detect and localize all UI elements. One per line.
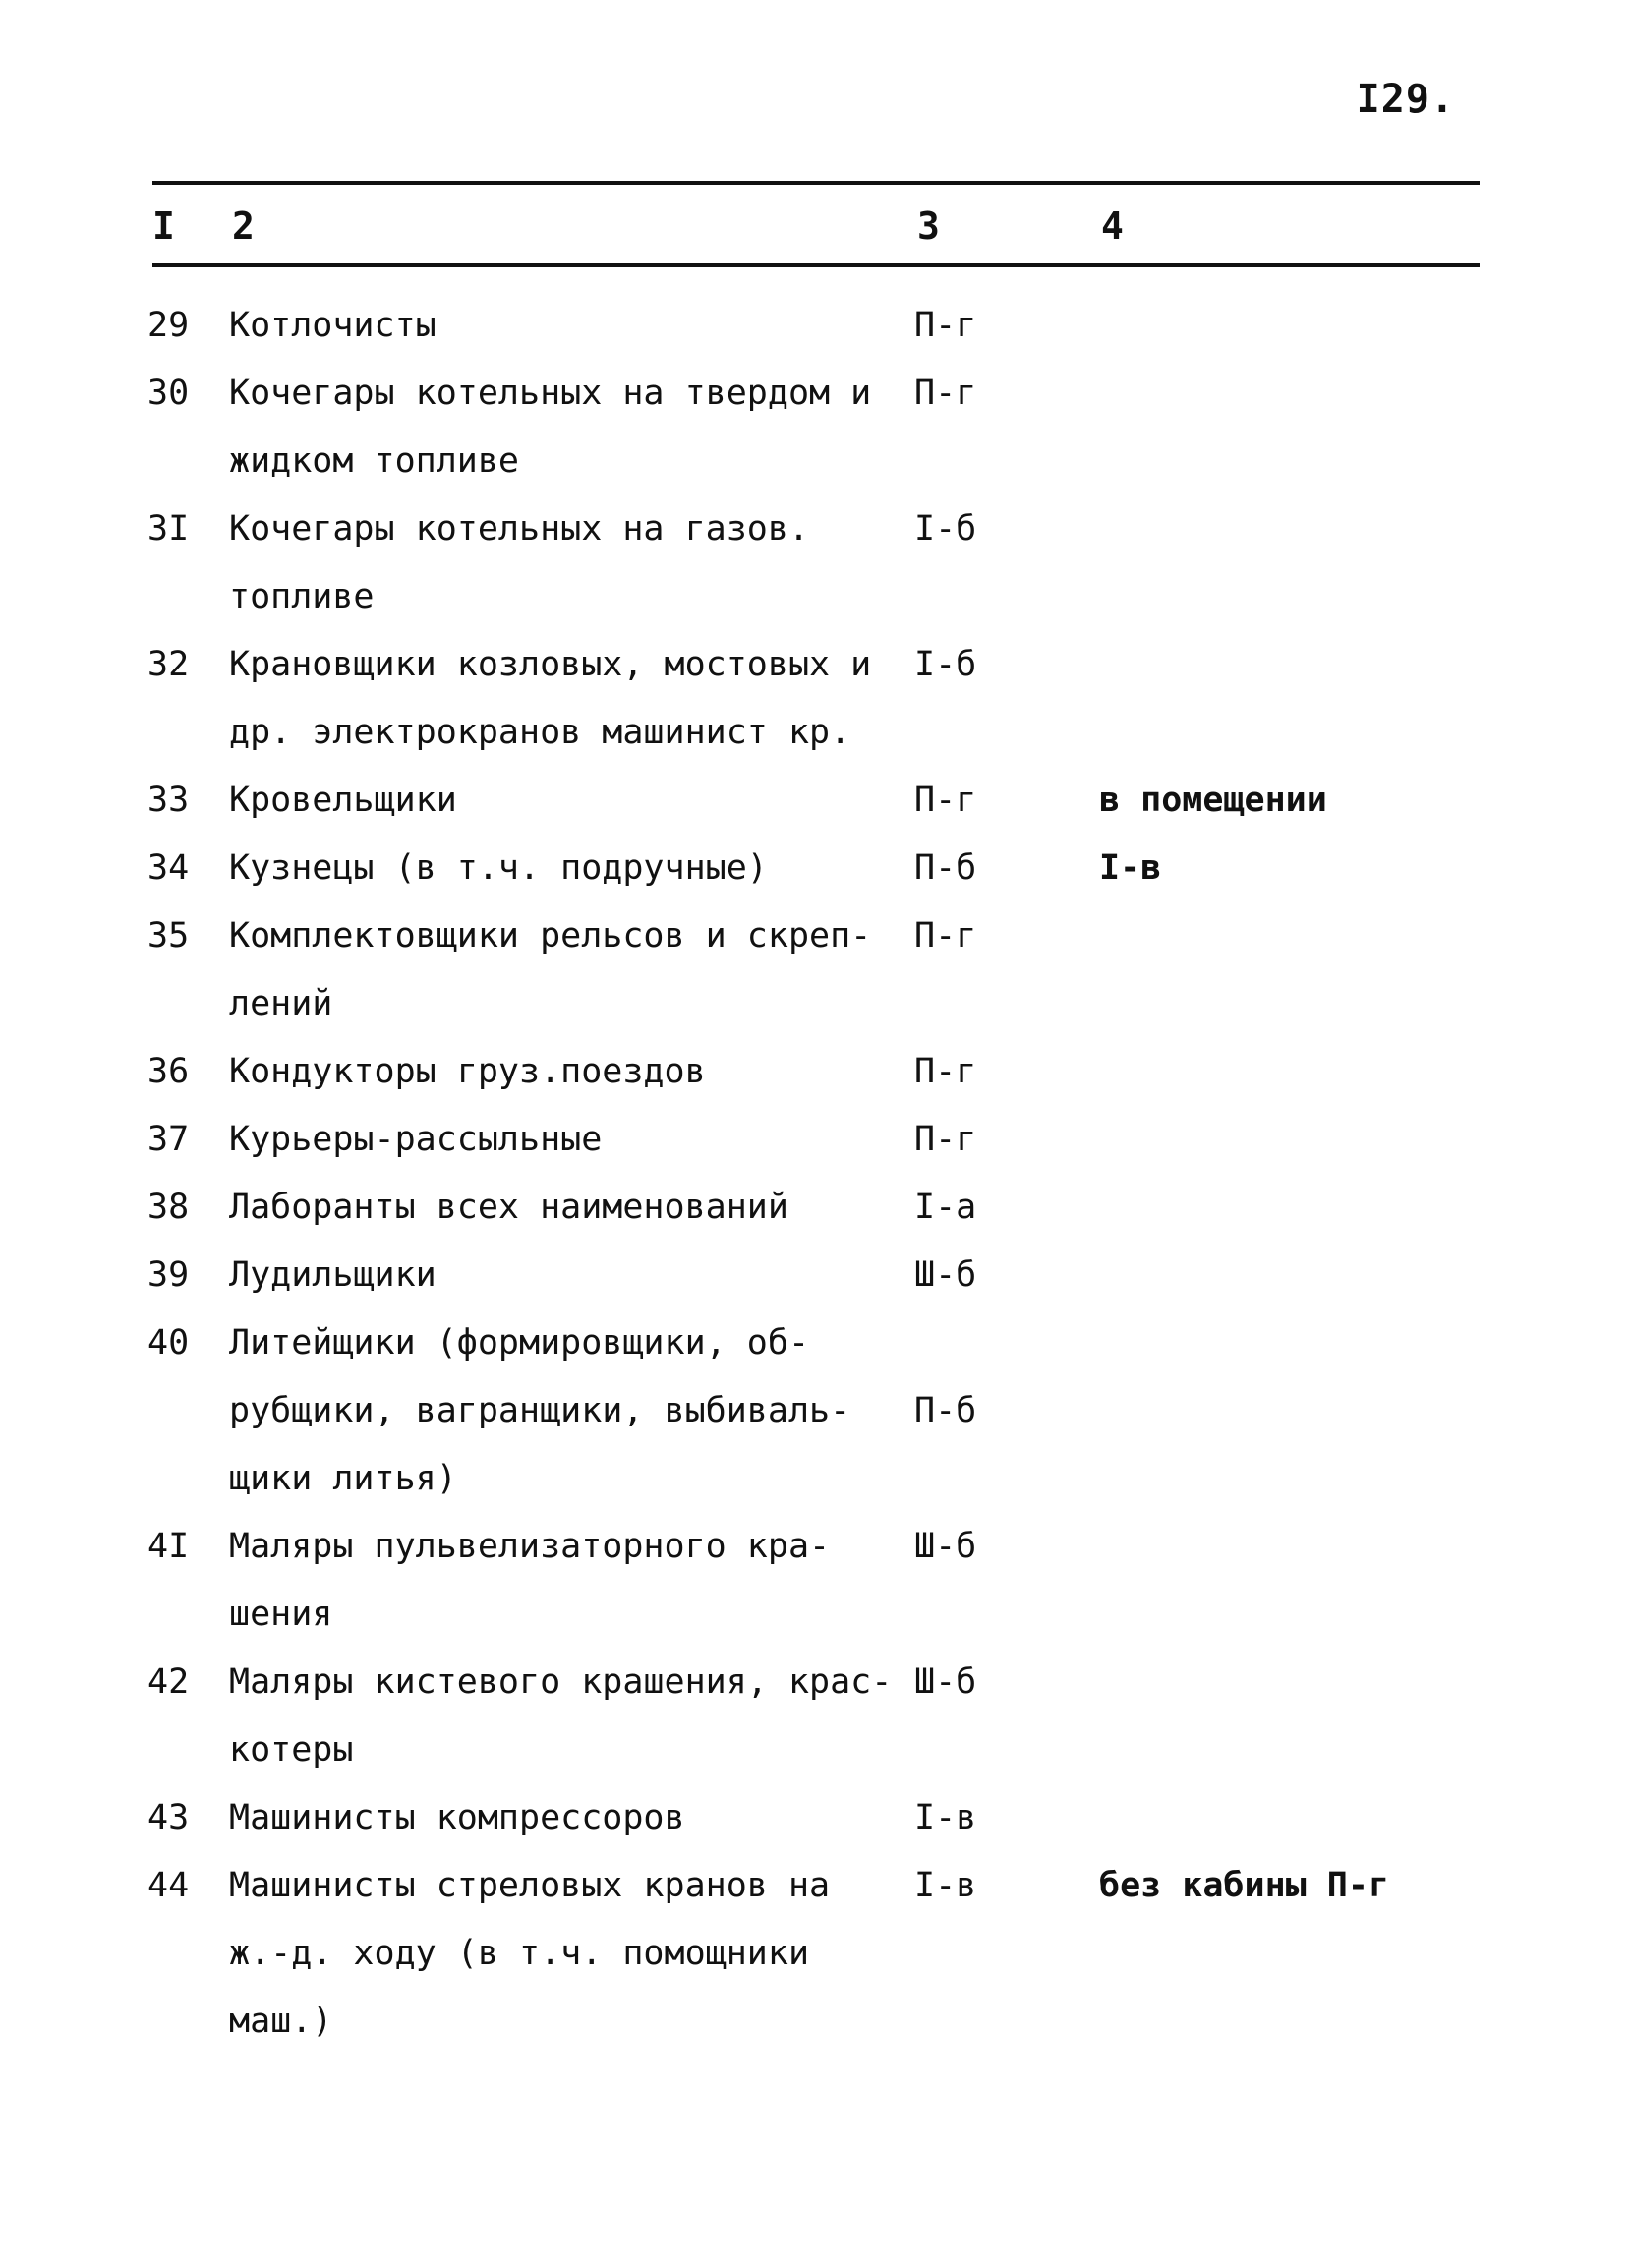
row-number: 43 — [147, 1798, 190, 1837]
table-row — [0, 1309, 1630, 1513]
occupation-name: Кондукторы груз.поездов — [229, 1052, 706, 1091]
category-code: П-г — [914, 1052, 977, 1091]
occupation-name: Кузнецы (в т.ч. подручные) — [229, 848, 768, 888]
page-number: I29. — [1356, 77, 1455, 122]
row-number: 36 — [147, 1052, 190, 1091]
occupation-name: Курьеры-рассыльные — [229, 1120, 603, 1159]
row-number: 44 — [147, 1866, 190, 1905]
table-row — [0, 495, 1630, 631]
table-row — [0, 1513, 1630, 1649]
occupation-name: Кровельщики — [229, 781, 457, 820]
category-code: Ш-б — [914, 1255, 977, 1295]
category-code: П-б — [914, 1391, 977, 1430]
table-row — [0, 835, 1630, 902]
table-row — [0, 360, 1630, 495]
occupation-name: Крановщики козловых, мостовых и др. электрокранов машинист кр. — [229, 645, 872, 752]
occupation-name: Машинисты стреловых кранов на ж.-д. ходу (в т.ч. помощники маш.) — [229, 1866, 831, 2041]
category-code: Ш-б — [914, 1662, 977, 1702]
occupation-name: Литейщики (формировщики, об- рубщики, вагранщики, выбиваль- щики литья) — [229, 1323, 851, 1498]
table-top-rule — [152, 181, 1480, 185]
table-row — [0, 1784, 1630, 1852]
table-header-row — [0, 204, 1630, 254]
header-col-3: 3 — [917, 204, 940, 248]
row-number: 34 — [147, 848, 190, 888]
category-code: П-г — [914, 1120, 977, 1159]
table-row — [0, 631, 1630, 767]
category-code: Ш-б — [914, 1527, 977, 1566]
table-row — [0, 1242, 1630, 1309]
row-number: 38 — [147, 1188, 190, 1227]
row-number: 30 — [147, 374, 190, 413]
row-number: 32 — [147, 645, 190, 684]
table-row — [0, 1038, 1630, 1106]
occupation-name: Маляры пульвелизаторного кра- шения — [229, 1527, 831, 1634]
table-row — [0, 1106, 1630, 1174]
occupation-name: Кочегары котельных на газов. топливе — [229, 509, 810, 616]
table-header-rule — [152, 263, 1480, 267]
table-row — [0, 1174, 1630, 1242]
table-body — [0, 292, 1630, 2056]
category-code: П-б — [914, 848, 977, 888]
row-number: 29 — [147, 306, 190, 345]
row-number: 3I — [147, 509, 190, 549]
occupation-name: Лудильщики — [229, 1255, 437, 1295]
category-code: I-в — [914, 1798, 977, 1837]
category-code: I-б — [914, 509, 977, 549]
row-number: 33 — [147, 781, 190, 820]
category-code: I-б — [914, 645, 977, 684]
row-number: 39 — [147, 1255, 190, 1295]
category-code: I-в — [914, 1866, 977, 1905]
category-code: П-г — [914, 374, 977, 413]
row-number: 40 — [147, 1323, 190, 1363]
category-code: П-г — [914, 781, 977, 820]
header-col-2: 2 — [232, 204, 255, 248]
table-row — [0, 1852, 1630, 2056]
row-note: в помещении I-в — [1099, 781, 1327, 888]
header-col-4: 4 — [1101, 204, 1124, 248]
row-number: 37 — [147, 1120, 190, 1159]
table-row — [0, 1649, 1630, 1784]
category-code: П-г — [914, 306, 977, 345]
row-number: 35 — [147, 916, 190, 956]
table-row — [0, 902, 1630, 1038]
header-col-1: I — [152, 204, 175, 248]
row-note: без кабины П-г — [1099, 1866, 1390, 1905]
occupation-name: Маляры кистевого крашения, крас- котеры — [229, 1662, 893, 1770]
table-row — [0, 292, 1630, 360]
occupation-name: Котлочисты — [229, 306, 437, 345]
occupation-name: Лаборанты всех наименований — [229, 1188, 788, 1227]
row-number: 4I — [147, 1527, 190, 1566]
category-code: I-а — [914, 1188, 977, 1227]
category-code: П-г — [914, 916, 977, 956]
row-number: 42 — [147, 1662, 190, 1702]
occupation-name: Комплектовщики рельсов и скреп- лений — [229, 916, 872, 1023]
occupation-name: Машинисты компрессоров — [229, 1798, 685, 1837]
occupation-name: Кочегары котельных на твердом и жидком топливе — [229, 374, 872, 481]
